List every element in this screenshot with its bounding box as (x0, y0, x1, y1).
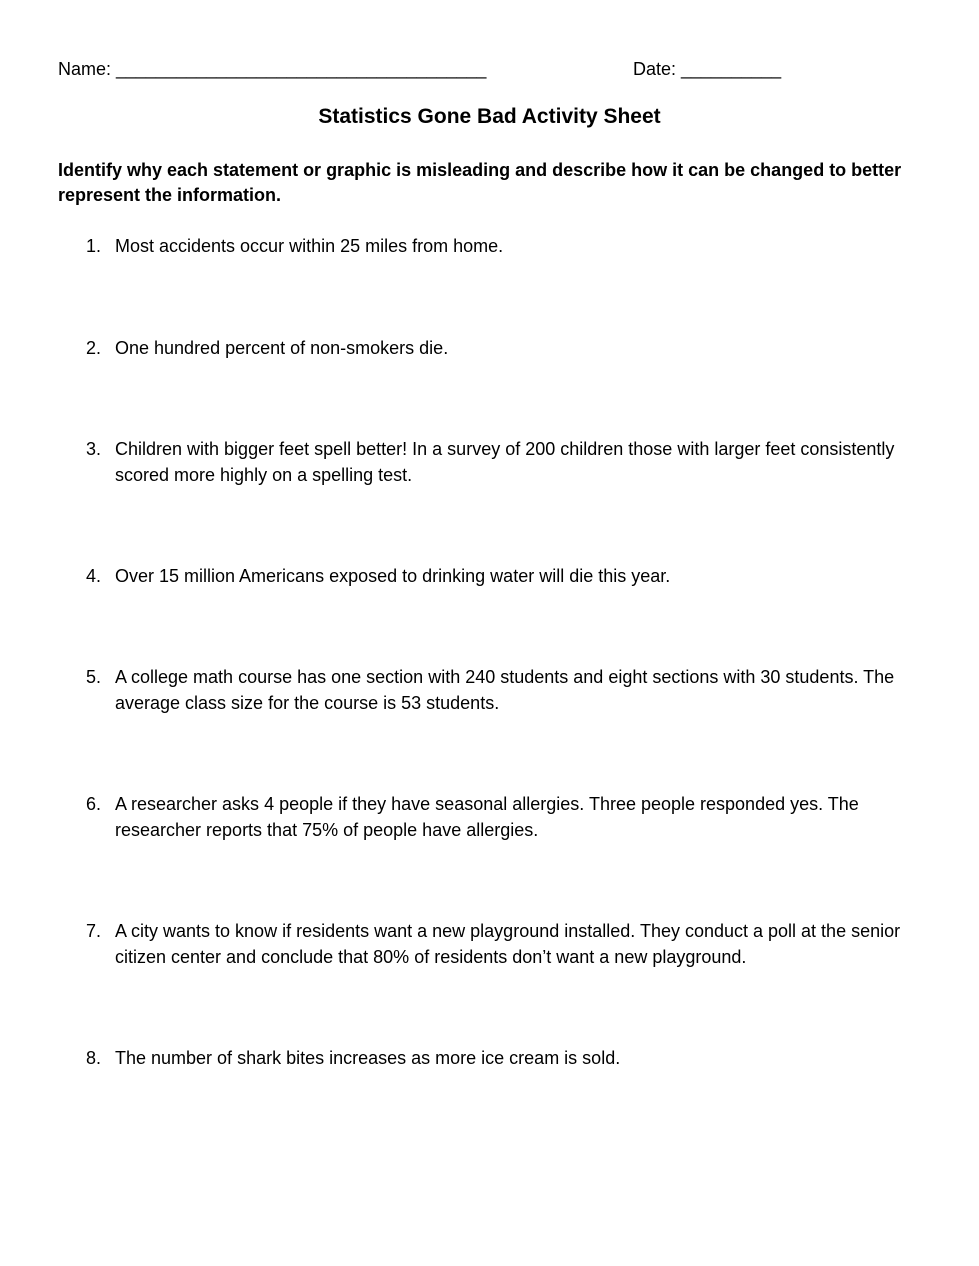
question-text: A college math course has one section with 240 students and eight sections with 30 students. The average class size for the course is 53 students. (115, 667, 895, 713)
question-text: Children with bigger feet spell better! In a survey of 200 children those with larger feet consistently scored more highly on a spelling test. (115, 439, 895, 485)
question-number: 5. (86, 667, 102, 687)
question-text: Over 15 million Americans exposed to drinking water will die this year. (115, 566, 671, 586)
question-number: 6. (86, 794, 102, 814)
question-number: 1. (86, 236, 102, 256)
question-number: 8. (86, 1048, 102, 1068)
name-field-line: Name: _____________________________________ (58, 59, 487, 79)
date-field-line: Date: __________ (633, 59, 782, 79)
question-text: Most accidents occur within 25 miles from home. (115, 236, 504, 256)
question-text: A researcher asks 4 people if they have seasonal allergies. Three people responded yes. The researcher reports that 75% of people have allergies. (115, 794, 859, 840)
question-text: One hundred percent of non-smokers die. (115, 338, 449, 358)
question-number: 4. (86, 566, 102, 586)
question-number: 3. (86, 439, 102, 459)
instructions: Identify why each statement or graphic is misleading and describe how it can be changed to better represent the information. (58, 160, 902, 205)
question-text: A city wants to know if residents want a new playground installed. They conduct a poll at the senior citizen center and conclude that 80% of residents don’t want a new playground. (115, 921, 901, 967)
question-text: The number of shark bites increases as more ice cream is sold. (115, 1048, 621, 1068)
page-title: Statistics Gone Bad Activity Sheet (318, 105, 661, 128)
question-number: 2. (86, 338, 102, 358)
question-number: 7. (86, 921, 102, 941)
